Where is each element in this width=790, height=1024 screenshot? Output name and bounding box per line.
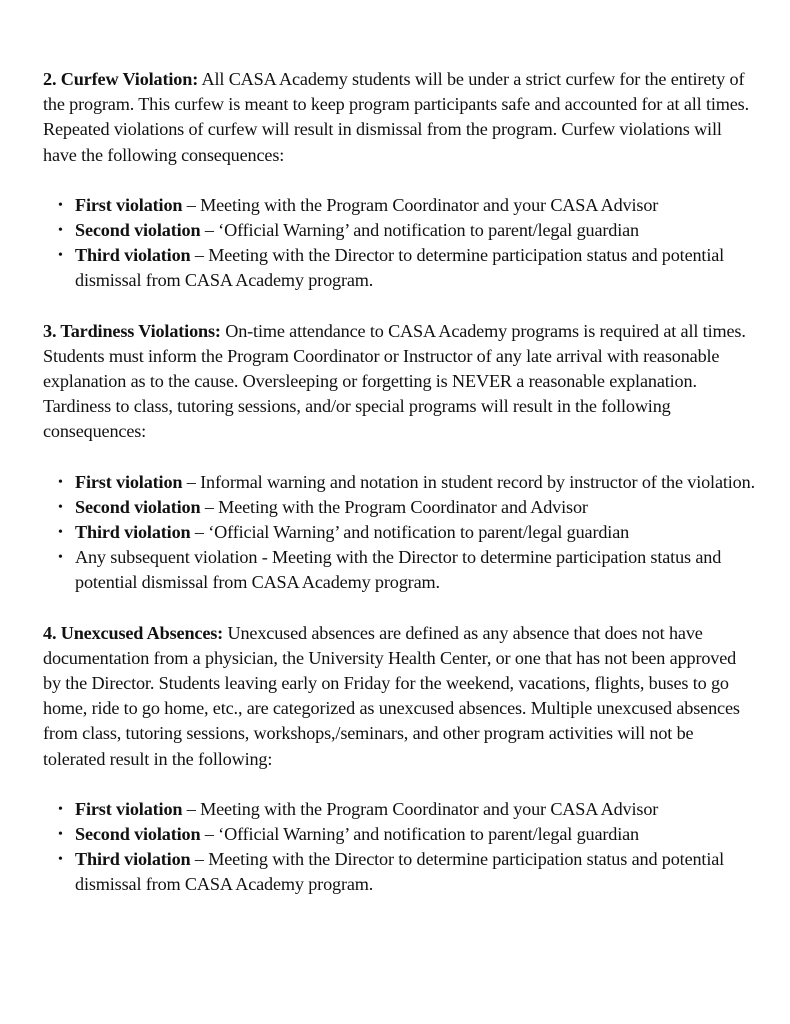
section-curfew-violation xyxy=(43,67,755,294)
consequence-list xyxy=(43,470,755,596)
list-item xyxy=(43,243,755,293)
violation-term: Second violation xyxy=(75,824,201,845)
section-body: On-time attendance to CASA Academy programs is required at all times. Students must inform the Program Coordinator or Instructor of any late arrival with reasonable explanation as to the cause. Oversleeping or forgetting is NEVER a reasonable explanation. Tardiness to class, tutoring sessions, and/or special programs will result in the following consequences: xyxy=(43,320,746,442)
violation-term: First violation xyxy=(75,471,183,492)
list-item xyxy=(43,193,755,218)
violation-term: Second violation xyxy=(75,496,201,517)
violation-term: Second violation xyxy=(75,220,201,241)
section-paragraph xyxy=(43,67,755,168)
list-item xyxy=(43,520,755,545)
list-item xyxy=(43,847,755,897)
consequence-list xyxy=(43,193,755,294)
bullet-icon: • xyxy=(58,248,63,264)
violation-text: Any subsequent violation - Meeting with the Director to determine participation status and potential dismissal from CASA Academy program. xyxy=(75,547,722,593)
list-item xyxy=(43,545,755,595)
section-heading: 3. Tardiness Violations: xyxy=(43,320,221,341)
violation-term: First violation xyxy=(75,194,183,215)
section-tardiness-violations xyxy=(43,319,755,596)
section-paragraph xyxy=(43,319,755,445)
consequence-list xyxy=(43,797,755,898)
bullet-icon: • xyxy=(58,474,63,490)
bullet-icon: • xyxy=(58,499,63,515)
list-item xyxy=(43,495,755,520)
bullet-icon: • xyxy=(58,223,63,239)
violation-text: – ‘Official Warning’ and notification to parent/legal guardian xyxy=(200,220,640,241)
list-item xyxy=(43,470,755,495)
violation-text: – Meeting with the Program Coordinator and Advisor xyxy=(200,496,588,517)
bullet-icon: • xyxy=(58,801,63,817)
section-paragraph xyxy=(43,621,755,772)
bullet-icon: • xyxy=(58,197,63,213)
violation-text: – Meeting with the Program Coordinator and your CASA Advisor xyxy=(182,798,659,819)
bullet-icon: • xyxy=(58,525,63,541)
section-heading: 2. Curfew Violation: xyxy=(43,69,199,89)
section-heading: 4. Unexcused Absences: xyxy=(43,622,224,643)
section-unexcused-absences xyxy=(43,621,755,898)
violation-text: – ‘Official Warning’ and notification to parent/legal guardian xyxy=(190,522,630,543)
list-item xyxy=(43,822,755,847)
bullet-icon: • xyxy=(58,827,63,843)
violation-text: – ‘Official Warning’ and notification to parent/legal guardian xyxy=(200,824,640,845)
section-body: All CASA Academy students will be under a strict curfew for the entirety of the program. This curfew is meant to keep program participants safe and accounted for at all times. Repeated violations of curfew will result in dismissal from the program. Curfew violations will have the following consequences: xyxy=(43,69,749,165)
violation-term: Third violation xyxy=(75,245,191,266)
document-page xyxy=(43,67,755,923)
list-item xyxy=(43,797,755,822)
violation-text: – Meeting with the Director to determine participation status and potential dismissal from CASA Academy program. xyxy=(75,849,725,895)
violation-term: Third violation xyxy=(75,849,191,870)
violation-term: First violation xyxy=(75,798,183,819)
violation-text: – Informal warning and notation in student record by instructor of the violation. xyxy=(182,471,755,492)
section-body: Unexcused absences are defined as any absence that does not have documentation from a physician, the University Health Center, or one that has not been approved by the Director. Students leaving early on Friday for the weekend, vacations, flights, buses to go home, ride to go home, etc., are categorized as unexcused absences. Multiple unexcused absences from class, tutoring sessions, workshops,/seminars, and other program activities will not be tolerated result in the following: xyxy=(43,622,740,769)
violation-text: – Meeting with the Director to determine participation status and potential dismissal from CASA Academy program. xyxy=(75,245,725,291)
violation-term: Third violation xyxy=(75,522,191,543)
list-item xyxy=(43,218,755,243)
bullet-icon: • xyxy=(58,852,63,868)
violation-text: – Meeting with the Program Coordinator and your CASA Advisor xyxy=(182,194,659,215)
bullet-icon: • xyxy=(58,550,63,566)
